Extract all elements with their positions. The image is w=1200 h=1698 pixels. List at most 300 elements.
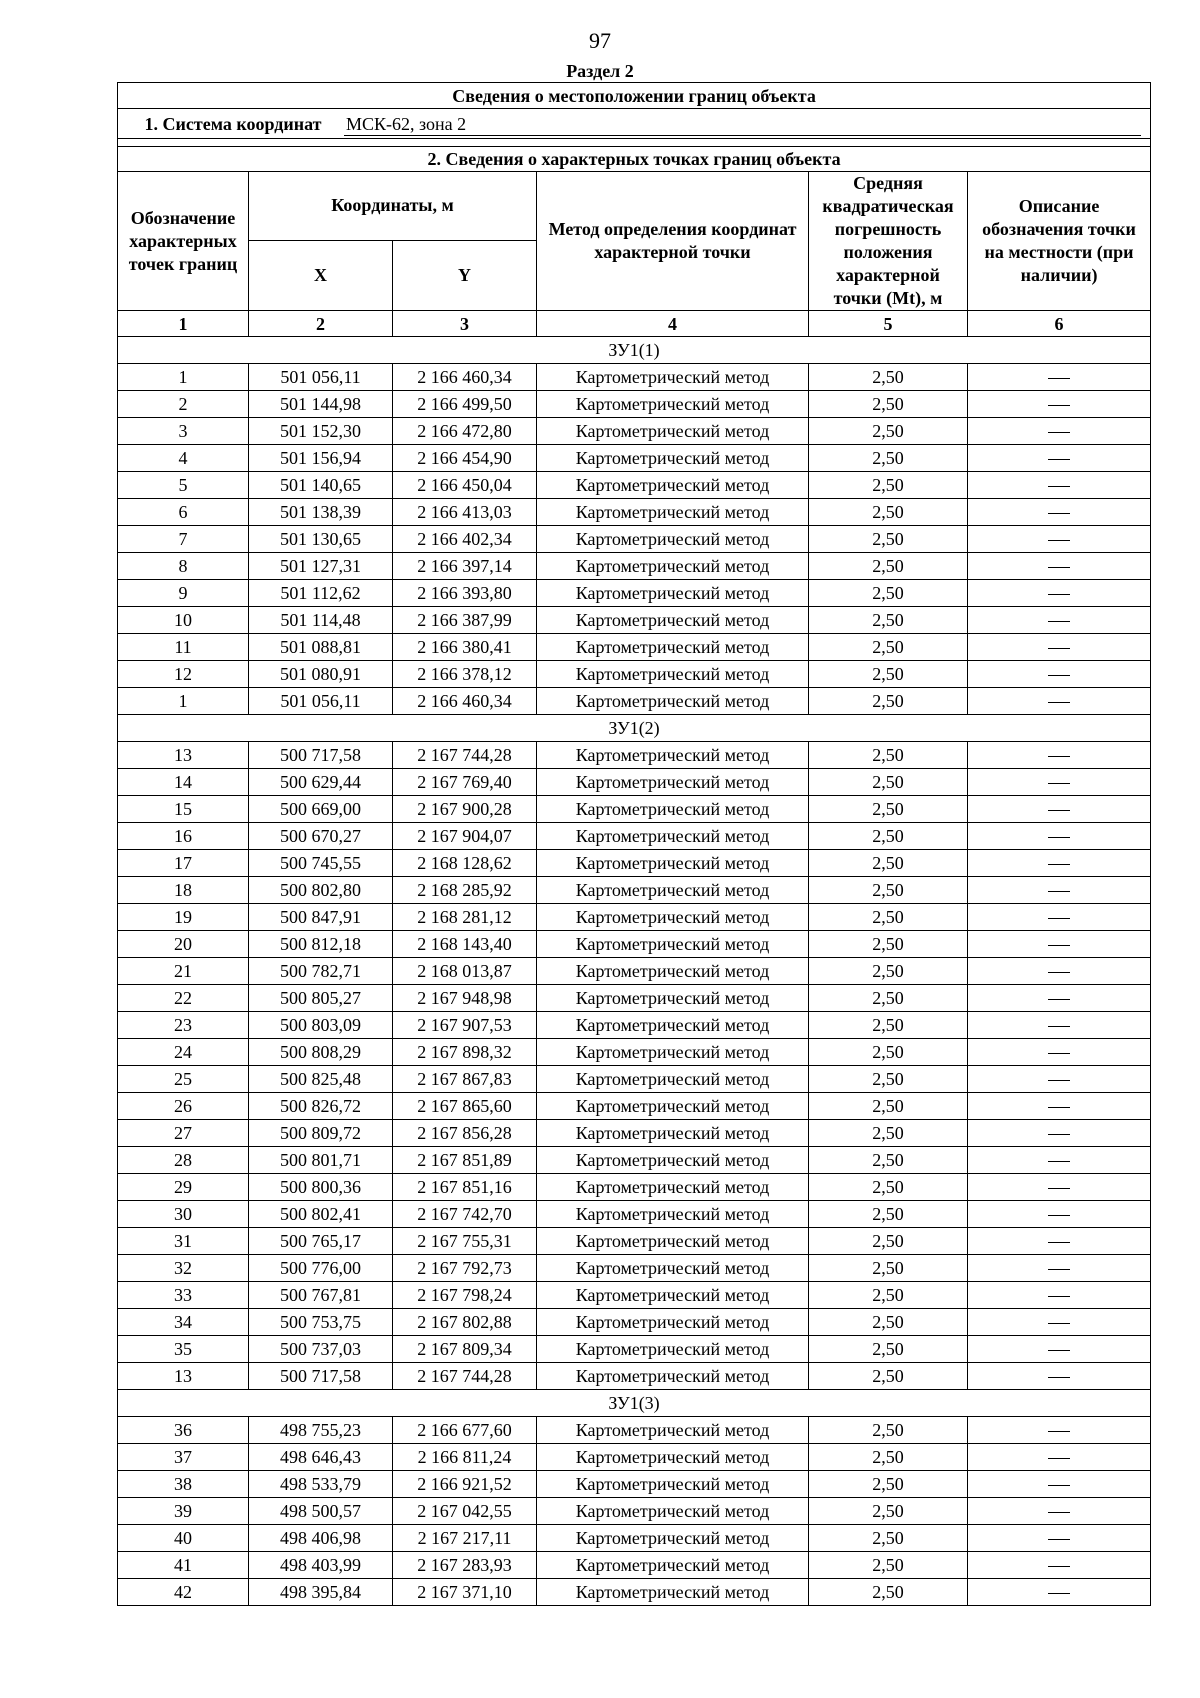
y-coordinate: 2 167 900,28 <box>393 796 537 823</box>
method-cell: Картометрический метод <box>537 553 809 580</box>
method-cell: Картометрический метод <box>537 769 809 796</box>
error-cell: 2,50 <box>809 688 968 715</box>
table-row <box>118 1363 1151 1390</box>
description-cell <box>968 1417 1151 1444</box>
error-cell: 2,50 <box>809 364 968 391</box>
dash-mark <box>1048 432 1070 433</box>
header-designation: Обозначение характерных точек границ <box>118 172 249 311</box>
description-cell <box>968 391 1151 418</box>
table-row <box>118 1444 1151 1471</box>
error-cell: 2,50 <box>809 796 968 823</box>
point-number: 1 <box>118 364 249 391</box>
x-coordinate: 500 765,17 <box>249 1228 393 1255</box>
method-cell: Картометрический метод <box>537 1120 809 1147</box>
description-cell <box>968 931 1151 958</box>
point-number: 34 <box>118 1309 249 1336</box>
error-cell: 2,50 <box>809 1363 968 1390</box>
dash-mark <box>1048 756 1070 757</box>
dash-mark <box>1048 783 1070 784</box>
point-number: 1 <box>118 688 249 715</box>
dash-mark <box>1048 405 1070 406</box>
point-number: 12 <box>118 661 249 688</box>
point-number: 19 <box>118 904 249 931</box>
point-number: 6 <box>118 499 249 526</box>
description-cell <box>968 1525 1151 1552</box>
column-number: 4 <box>537 311 809 337</box>
y-coordinate: 2 166 380,41 <box>393 634 537 661</box>
method-cell: Картометрический метод <box>537 1498 809 1525</box>
group-name: ЗУ1(2) <box>118 715 1151 742</box>
method-cell: Картометрический метод <box>537 1012 809 1039</box>
y-coordinate: 2 167 769,40 <box>393 769 537 796</box>
table-row <box>118 796 1151 823</box>
method-cell: Картометрический метод <box>537 1336 809 1363</box>
y-coordinate: 2 167 744,28 <box>393 1363 537 1390</box>
error-cell: 2,50 <box>809 823 968 850</box>
x-coordinate: 500 808,29 <box>249 1039 393 1066</box>
error-cell: 2,50 <box>809 958 968 985</box>
table-row <box>118 958 1151 985</box>
error-cell: 2,50 <box>809 580 968 607</box>
error-cell: 2,50 <box>809 1255 968 1282</box>
x-coordinate: 500 800,36 <box>249 1174 393 1201</box>
point-number: 14 <box>118 769 249 796</box>
y-coordinate: 2 167 851,89 <box>393 1147 537 1174</box>
description-cell <box>968 499 1151 526</box>
table-row <box>118 1120 1151 1147</box>
table-row <box>118 499 1151 526</box>
boundary-points-table <box>117 82 1151 1606</box>
point-number: 39 <box>118 1498 249 1525</box>
table-row <box>118 904 1151 931</box>
method-cell: Картометрический метод <box>537 364 809 391</box>
x-coordinate: 498 755,23 <box>249 1417 393 1444</box>
x-coordinate: 500 809,72 <box>249 1120 393 1147</box>
y-coordinate: 2 167 867,83 <box>393 1066 537 1093</box>
table-row <box>118 418 1151 445</box>
y-coordinate: 2 167 809,34 <box>393 1336 537 1363</box>
group-row <box>118 1390 1151 1417</box>
y-coordinate: 2 166 677,60 <box>393 1417 537 1444</box>
description-cell <box>968 1255 1151 1282</box>
description-cell <box>968 418 1151 445</box>
description-cell <box>968 526 1151 553</box>
error-cell: 2,50 <box>809 661 968 688</box>
dash-mark <box>1048 1107 1070 1108</box>
dash-mark <box>1048 1539 1070 1540</box>
y-coordinate: 2 168 285,92 <box>393 877 537 904</box>
description-cell <box>968 1012 1151 1039</box>
description-cell <box>968 1066 1151 1093</box>
point-number: 15 <box>118 796 249 823</box>
table-row <box>118 1255 1151 1282</box>
point-number: 4 <box>118 445 249 472</box>
method-cell: Картометрический метод <box>537 1363 809 1390</box>
table-row <box>118 364 1151 391</box>
dash-mark <box>1048 1431 1070 1432</box>
table-row <box>118 1417 1151 1444</box>
y-coordinate: 2 167 744,28 <box>393 742 537 769</box>
error-cell: 2,50 <box>809 1120 968 1147</box>
dash-mark <box>1048 810 1070 811</box>
method-cell: Картометрический метод <box>537 796 809 823</box>
dash-mark <box>1048 1377 1070 1378</box>
coordinate-system-row <box>118 109 1151 139</box>
dash-mark <box>1048 1215 1070 1216</box>
method-cell: Картометрический метод <box>537 1093 809 1120</box>
error-cell: 2,50 <box>809 850 968 877</box>
point-number: 27 <box>118 1120 249 1147</box>
y-coordinate: 2 167 798,24 <box>393 1282 537 1309</box>
table-row <box>118 1066 1151 1093</box>
error-cell: 2,50 <box>809 1039 968 1066</box>
x-coordinate: 500 802,80 <box>249 877 393 904</box>
dash-mark <box>1048 621 1070 622</box>
description-cell <box>968 877 1151 904</box>
method-cell: Картометрический метод <box>537 391 809 418</box>
description-cell <box>968 1471 1151 1498</box>
x-coordinate: 498 646,43 <box>249 1444 393 1471</box>
table-row <box>118 1093 1151 1120</box>
coordinate-system-value: МСК-62, зона 2 <box>344 113 1141 136</box>
y-coordinate: 2 167 856,28 <box>393 1120 537 1147</box>
description-cell <box>968 1039 1151 1066</box>
x-coordinate: 500 776,00 <box>249 1255 393 1282</box>
y-coordinate: 2 166 472,80 <box>393 418 537 445</box>
y-coordinate: 2 166 402,34 <box>393 526 537 553</box>
group-name: ЗУ1(3) <box>118 1390 1151 1417</box>
x-coordinate: 501 144,98 <box>249 391 393 418</box>
x-coordinate: 501 156,94 <box>249 445 393 472</box>
point-number: 16 <box>118 823 249 850</box>
y-coordinate: 2 167 907,53 <box>393 1012 537 1039</box>
coordinate-system-label: 1. Система координат <box>144 113 322 134</box>
point-number: 35 <box>118 1336 249 1363</box>
point-number: 25 <box>118 1066 249 1093</box>
y-coordinate: 2 168 143,40 <box>393 931 537 958</box>
method-cell: Картометрический метод <box>537 526 809 553</box>
description-cell <box>968 1147 1151 1174</box>
error-cell: 2,50 <box>809 499 968 526</box>
dash-mark <box>1048 891 1070 892</box>
error-cell: 2,50 <box>809 472 968 499</box>
error-cell: 2,50 <box>809 553 968 580</box>
dash-mark <box>1048 999 1070 1000</box>
points-title: 2. Сведения о характерных точках границ объекта <box>118 147 1151 172</box>
column-number: 5 <box>809 311 968 337</box>
y-coordinate: 2 167 851,16 <box>393 1174 537 1201</box>
method-cell: Картометрический метод <box>537 931 809 958</box>
x-coordinate: 500 717,58 <box>249 742 393 769</box>
point-number: 13 <box>118 1363 249 1390</box>
error-cell: 2,50 <box>809 742 968 769</box>
description-cell <box>968 580 1151 607</box>
y-coordinate: 2 166 378,12 <box>393 661 537 688</box>
description-cell <box>968 958 1151 985</box>
y-coordinate: 2 166 393,80 <box>393 580 537 607</box>
method-cell: Картометрический метод <box>537 1471 809 1498</box>
x-coordinate: 501 056,11 <box>249 688 393 715</box>
error-cell: 2,50 <box>809 1498 968 1525</box>
table-row <box>118 931 1151 958</box>
description-cell <box>968 1093 1151 1120</box>
point-number: 28 <box>118 1147 249 1174</box>
description-cell <box>968 796 1151 823</box>
method-cell: Картометрический метод <box>537 472 809 499</box>
header-description: Описание обозначения точки на местности (при наличии) <box>968 172 1151 311</box>
y-coordinate: 2 166 460,34 <box>393 688 537 715</box>
dash-mark <box>1048 648 1070 649</box>
description-cell <box>968 634 1151 661</box>
x-coordinate: 500 782,71 <box>249 958 393 985</box>
x-coordinate: 498 406,98 <box>249 1525 393 1552</box>
dash-mark <box>1048 972 1070 973</box>
y-coordinate: 2 168 128,62 <box>393 850 537 877</box>
point-number: 8 <box>118 553 249 580</box>
description-cell <box>968 1552 1151 1579</box>
x-coordinate: 498 395,84 <box>249 1579 393 1606</box>
table-row <box>118 1498 1151 1525</box>
dash-mark <box>1048 675 1070 676</box>
method-cell: Картометрический метод <box>537 1174 809 1201</box>
table-row <box>118 391 1151 418</box>
spacer-row <box>118 139 1151 147</box>
table-row <box>118 850 1151 877</box>
y-coordinate: 2 167 948,98 <box>393 985 537 1012</box>
table-row <box>118 1282 1151 1309</box>
error-cell: 2,50 <box>809 1309 968 1336</box>
dash-mark <box>1048 1323 1070 1324</box>
description-cell <box>968 1498 1151 1525</box>
description-cell <box>968 472 1151 499</box>
x-coordinate: 501 056,11 <box>249 364 393 391</box>
dash-mark <box>1048 459 1070 460</box>
x-coordinate: 501 127,31 <box>249 553 393 580</box>
y-coordinate: 2 166 811,24 <box>393 1444 537 1471</box>
point-number: 29 <box>118 1174 249 1201</box>
description-cell <box>968 1579 1151 1606</box>
error-cell: 2,50 <box>809 1444 968 1471</box>
description-cell <box>968 985 1151 1012</box>
description-cell <box>968 661 1151 688</box>
x-coordinate: 500 825,48 <box>249 1066 393 1093</box>
error-cell: 2,50 <box>809 1471 968 1498</box>
y-coordinate: 2 166 499,50 <box>393 391 537 418</box>
point-number: 24 <box>118 1039 249 1066</box>
dash-mark <box>1048 1593 1070 1594</box>
x-coordinate: 501 114,48 <box>249 607 393 634</box>
dash-mark <box>1048 1296 1070 1297</box>
section-title: Раздел 2 <box>566 61 634 81</box>
x-coordinate: 501 112,62 <box>249 580 393 607</box>
group-row <box>118 715 1151 742</box>
y-coordinate: 2 167 742,70 <box>393 1201 537 1228</box>
dash-mark <box>1048 540 1070 541</box>
description-cell <box>968 1201 1151 1228</box>
point-number: 31 <box>118 1228 249 1255</box>
y-coordinate: 2 167 042,55 <box>393 1498 537 1525</box>
table-row <box>118 1012 1151 1039</box>
group-name: ЗУ1(1) <box>118 337 1151 364</box>
header-method: Метод определения координат характерной точки <box>537 172 809 311</box>
method-cell: Картометрический метод <box>537 607 809 634</box>
dash-mark <box>1048 1053 1070 1054</box>
y-coordinate: 2 167 217,11 <box>393 1525 537 1552</box>
header-x: X <box>249 240 393 310</box>
error-cell: 2,50 <box>809 1417 968 1444</box>
method-cell: Картометрический метод <box>537 688 809 715</box>
table-row <box>118 634 1151 661</box>
point-number: 23 <box>118 1012 249 1039</box>
description-cell <box>968 850 1151 877</box>
method-cell: Картометрический метод <box>537 1282 809 1309</box>
point-number: 26 <box>118 1093 249 1120</box>
method-cell: Картометрический метод <box>537 1228 809 1255</box>
error-cell: 2,50 <box>809 1336 968 1363</box>
error-cell: 2,50 <box>809 1093 968 1120</box>
x-coordinate: 498 533,79 <box>249 1471 393 1498</box>
point-number: 20 <box>118 931 249 958</box>
y-coordinate: 2 167 371,10 <box>393 1579 537 1606</box>
method-cell: Картометрический метод <box>537 1525 809 1552</box>
dash-mark <box>1048 1269 1070 1270</box>
description-cell <box>968 1174 1151 1201</box>
x-coordinate: 501 080,91 <box>249 661 393 688</box>
error-cell: 2,50 <box>809 418 968 445</box>
error-cell: 2,50 <box>809 391 968 418</box>
table-row <box>118 553 1151 580</box>
dash-mark <box>1048 1350 1070 1351</box>
y-coordinate: 2 167 755,31 <box>393 1228 537 1255</box>
table-row <box>118 445 1151 472</box>
x-coordinate: 500 826,72 <box>249 1093 393 1120</box>
point-number: 32 <box>118 1255 249 1282</box>
x-coordinate: 500 629,44 <box>249 769 393 796</box>
x-coordinate: 498 500,57 <box>249 1498 393 1525</box>
y-coordinate: 2 166 397,14 <box>393 553 537 580</box>
error-cell: 2,50 <box>809 1228 968 1255</box>
point-number: 13 <box>118 742 249 769</box>
dash-mark <box>1048 1485 1070 1486</box>
y-coordinate: 2 167 283,93 <box>393 1552 537 1579</box>
method-cell: Картометрический метод <box>537 634 809 661</box>
point-number: 42 <box>118 1579 249 1606</box>
point-number: 11 <box>118 634 249 661</box>
x-coordinate: 500 737,03 <box>249 1336 393 1363</box>
table-row <box>118 1174 1151 1201</box>
method-cell: Картометрический метод <box>537 499 809 526</box>
table-row <box>118 1579 1151 1606</box>
header-error: Средняя квадратическая погрешность положения характерной точки (Mt), м <box>809 172 968 311</box>
table-row <box>118 1201 1151 1228</box>
error-cell: 2,50 <box>809 1525 968 1552</box>
description-cell <box>968 742 1151 769</box>
error-cell: 2,50 <box>809 1282 968 1309</box>
point-number: 36 <box>118 1417 249 1444</box>
error-cell: 2,50 <box>809 1579 968 1606</box>
table-row <box>118 688 1151 715</box>
method-cell: Картометрический метод <box>537 1579 809 1606</box>
dash-mark <box>1048 594 1070 595</box>
error-cell: 2,50 <box>809 1552 968 1579</box>
table-row <box>118 1147 1151 1174</box>
error-cell: 2,50 <box>809 1147 968 1174</box>
y-coordinate: 2 167 904,07 <box>393 823 537 850</box>
method-cell: Картометрический метод <box>537 877 809 904</box>
dash-mark <box>1048 1242 1070 1243</box>
table-row <box>118 1552 1151 1579</box>
description-cell <box>968 1282 1151 1309</box>
table-row <box>118 607 1151 634</box>
table-row <box>118 769 1151 796</box>
table-row <box>118 661 1151 688</box>
points-body <box>118 337 1151 1606</box>
description-cell <box>968 607 1151 634</box>
error-cell: 2,50 <box>809 931 968 958</box>
dash-mark <box>1048 837 1070 838</box>
method-cell: Картометрический метод <box>537 661 809 688</box>
column-number: 6 <box>968 311 1151 337</box>
dash-mark <box>1048 945 1070 946</box>
dash-mark <box>1048 1188 1070 1189</box>
description-cell <box>968 688 1151 715</box>
x-coordinate: 498 403,99 <box>249 1552 393 1579</box>
dash-mark <box>1048 1080 1070 1081</box>
y-coordinate: 2 168 281,12 <box>393 904 537 931</box>
table-row <box>118 1039 1151 1066</box>
table-row <box>118 580 1151 607</box>
y-coordinate: 2 168 013,87 <box>393 958 537 985</box>
description-cell <box>968 1120 1151 1147</box>
x-coordinate: 500 801,71 <box>249 1147 393 1174</box>
point-number: 37 <box>118 1444 249 1471</box>
x-coordinate: 500 767,81 <box>249 1282 393 1309</box>
x-coordinate: 500 669,00 <box>249 796 393 823</box>
error-cell: 2,50 <box>809 985 968 1012</box>
x-coordinate: 500 753,75 <box>249 1309 393 1336</box>
method-cell: Картометрический метод <box>537 1066 809 1093</box>
dash-mark <box>1048 513 1070 514</box>
method-cell: Картометрический метод <box>537 742 809 769</box>
error-cell: 2,50 <box>809 904 968 931</box>
dash-mark <box>1048 864 1070 865</box>
point-number: 3 <box>118 418 249 445</box>
method-cell: Картометрический метод <box>537 445 809 472</box>
y-coordinate: 2 166 450,04 <box>393 472 537 499</box>
error-cell: 2,50 <box>809 1201 968 1228</box>
x-coordinate: 501 130,65 <box>249 526 393 553</box>
header-y: Y <box>393 240 537 310</box>
dash-mark <box>1048 1566 1070 1567</box>
x-coordinate: 501 140,65 <box>249 472 393 499</box>
method-cell: Картометрический метод <box>537 418 809 445</box>
error-cell: 2,50 <box>809 634 968 661</box>
method-cell: Картометрический метод <box>537 1201 809 1228</box>
description-cell <box>968 553 1151 580</box>
x-coordinate: 500 847,91 <box>249 904 393 931</box>
point-number: 38 <box>118 1471 249 1498</box>
y-coordinate: 2 166 460,34 <box>393 364 537 391</box>
table-row <box>118 1336 1151 1363</box>
x-coordinate: 500 812,18 <box>249 931 393 958</box>
column-number: 3 <box>393 311 537 337</box>
dash-mark <box>1048 918 1070 919</box>
table-row <box>118 472 1151 499</box>
error-cell: 2,50 <box>809 607 968 634</box>
dash-mark <box>1048 1134 1070 1135</box>
x-coordinate: 501 138,39 <box>249 499 393 526</box>
dash-mark <box>1048 378 1070 379</box>
